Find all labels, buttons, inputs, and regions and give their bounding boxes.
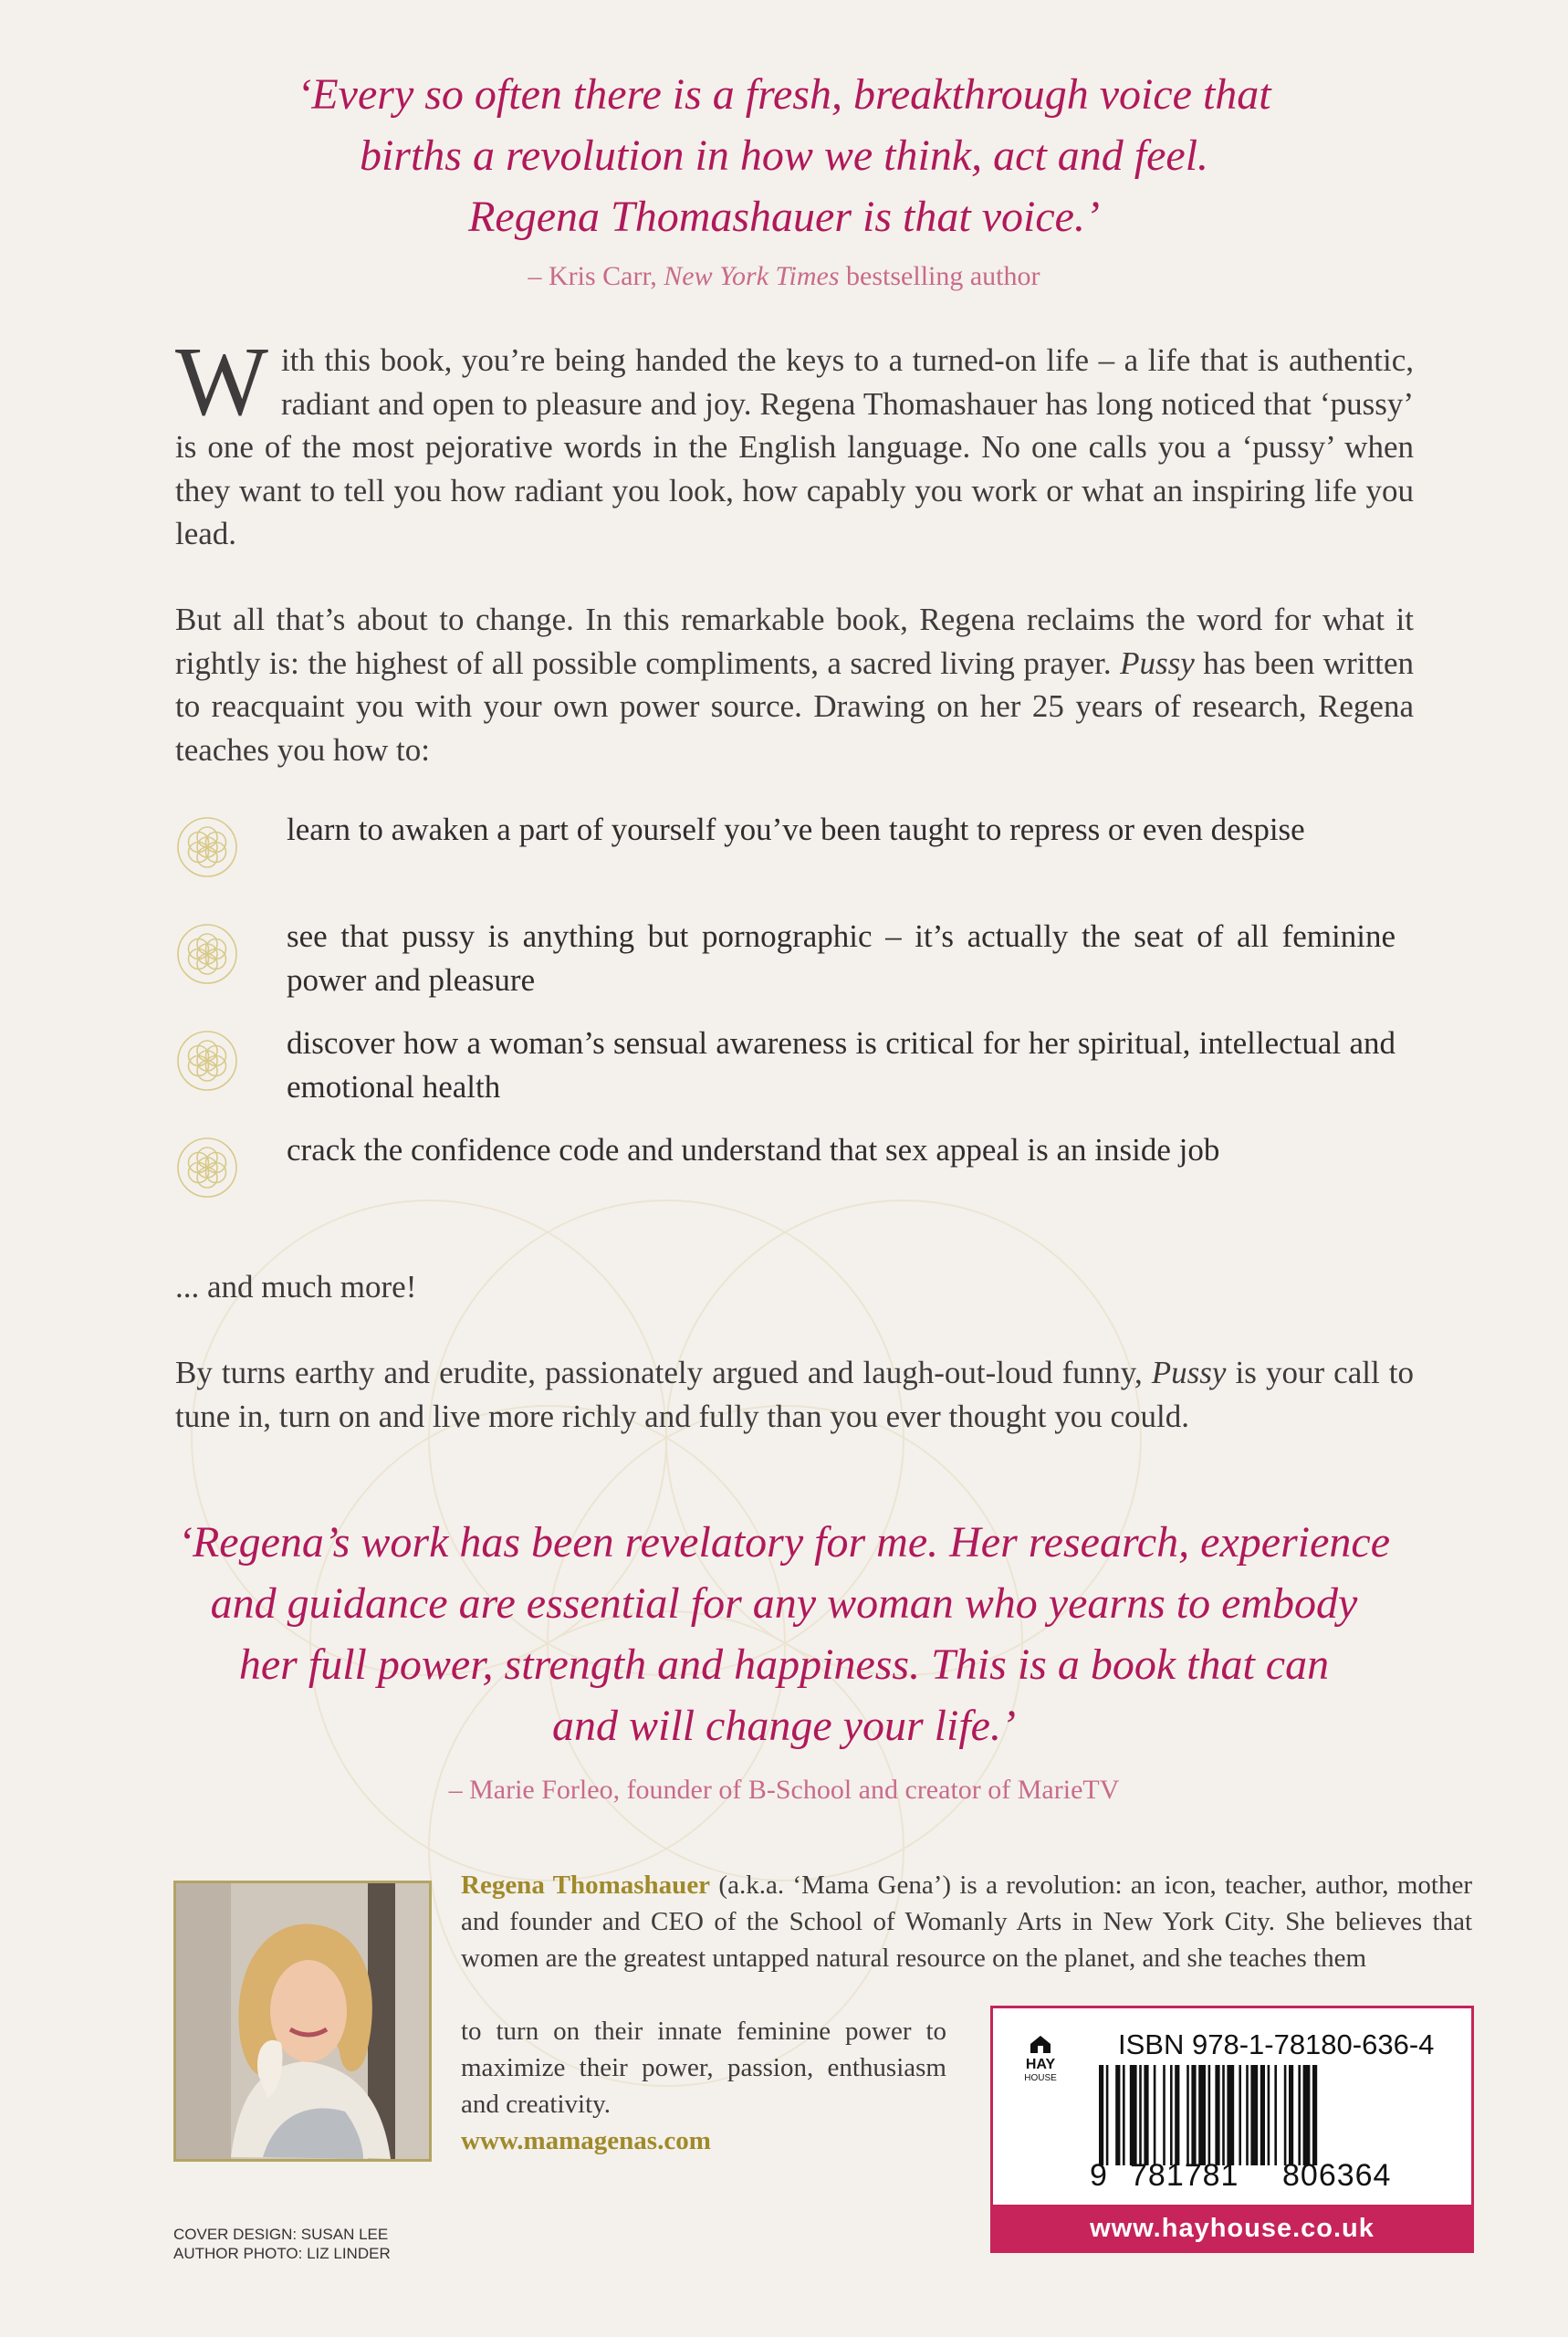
author-photo xyxy=(173,1881,432,2162)
second-paragraph xyxy=(175,598,1414,771)
flower-of-life-icon xyxy=(175,1029,239,1093)
book-title-italic: Pussy xyxy=(1120,645,1195,681)
barcode-bar xyxy=(1170,2065,1173,2165)
third-paragraph xyxy=(175,1351,1414,1438)
barcode-bar xyxy=(1260,2065,1265,2165)
top-quote-line: Regena Thomashauer is that voice.’ xyxy=(468,193,1100,241)
bottom-quote xyxy=(137,1512,1431,1756)
bottom-quote-line: and guidance are essential for any woman who yearns to embody xyxy=(210,1579,1358,1628)
author-name: Regena Thomashauer xyxy=(461,1871,711,1900)
barcode-bar xyxy=(1130,2065,1137,2165)
para2-text: But all that’s about to change. In this remarkable book, Regena reclaims the word for what it rightly is: the highest of all possible compliments, a sacred living prayer. xyxy=(175,602,1414,681)
barcode-bar xyxy=(1250,2065,1258,2165)
barcode-bar xyxy=(1186,2065,1189,2165)
bottom-quote-line: ‘Regena’s work has been revelatory for me. Her research, experience xyxy=(177,1518,1390,1567)
bullet-item xyxy=(175,812,1416,907)
barcode-bar xyxy=(1198,2065,1206,2165)
barcode-bar xyxy=(1144,2065,1148,2165)
bullet-text: crack the confidence code and understand that sex appeal is an inside job xyxy=(287,1132,1220,1168)
barcode-bar xyxy=(1268,2065,1270,2165)
cover-design-credit: COVER DESIGN: SUSAN LEE xyxy=(173,2226,389,2243)
para2-text-end: has been written to reacquaint you with your own power source. Drawing on her 25 years of research, Regena teaches you how to: xyxy=(175,645,1414,768)
author-bio-wide xyxy=(461,1867,1472,1976)
barcode-bar xyxy=(1312,2065,1317,2165)
barcode-bar xyxy=(1284,2065,1287,2165)
bottom-quote-line: and will change your life.’ xyxy=(552,1702,1016,1750)
barcode-bar xyxy=(1215,2065,1219,2165)
barcode-bar xyxy=(1139,2065,1142,2165)
bullet-text: learn to awaken a part of yourself you’ve been taught to repress or even despise xyxy=(287,812,1305,847)
barcode-bar xyxy=(1099,2065,1103,2165)
barcode-bar xyxy=(1191,2065,1196,2165)
bullet-text: discover how a woman’s sensual awareness is critical for her spiritual, intellectual and emotional health xyxy=(287,1025,1396,1105)
bio-text-continued: to turn on their innate feminine power to maximize their power, passion, enthusiasm and creativity. xyxy=(461,2017,946,2119)
para3-text: By turns earthy and erudite, passionately argued and laugh-out-loud funny, xyxy=(175,1355,1152,1390)
para3-text-end: is your call to tune in, turn on and live more richly and fully than you ever thought you could. xyxy=(175,1355,1414,1434)
barcode-bar xyxy=(1154,2065,1156,2165)
barcode-bar xyxy=(1208,2065,1211,2165)
and-much-more: ... and much more! xyxy=(175,1269,417,1305)
attribution-prefix: – Kris Carr, xyxy=(528,261,664,291)
author-portrait-illustration xyxy=(176,1883,429,2159)
publisher-website: www.hayhouse.co.uk xyxy=(990,2205,1474,2253)
top-quote-attribution xyxy=(137,258,1431,295)
top-quote xyxy=(137,64,1431,247)
barcode-digits-right: 806364 xyxy=(1282,2158,1392,2193)
logo-line-hay: HAY xyxy=(1025,2057,1056,2072)
intro-paragraph xyxy=(175,328,1414,556)
flower-of-life-icon xyxy=(175,815,239,879)
barcode-bar xyxy=(1303,2065,1311,2165)
bio-text: (a.k.a. ‘Mama Gena’) is a revolution: an icon, teacher, author, mother and founder and CEO of the School of Womanly Arts in New York City. She believes that women are the greatest untapped natural resource on the planet, and she teaches them xyxy=(461,1871,1472,1973)
barcode xyxy=(1095,2065,1433,2165)
barcode-bar xyxy=(1106,2065,1109,2165)
barcode-bar xyxy=(1274,2065,1277,2165)
author-website: www.mamagenas.com xyxy=(461,2126,711,2155)
barcode-bar xyxy=(1246,2065,1249,2165)
author-bio-narrow xyxy=(461,2013,946,2159)
flower-of-life-icon xyxy=(175,1136,239,1200)
drop-cap: W xyxy=(175,328,268,436)
isbn-label: ISBN 978-1-78180-636-4 xyxy=(1118,2028,1435,2060)
logo-line-house: HOUSE xyxy=(1024,2073,1057,2083)
credits xyxy=(173,2225,391,2263)
book-title-italic: Pussy xyxy=(1151,1355,1227,1390)
barcode-bar xyxy=(1227,2065,1234,2165)
flower-of-life-icon xyxy=(175,922,239,986)
bottom-quote-attribution: – Marie Forleo, founder of B-School and creator of MarieTV xyxy=(448,1775,1120,1805)
bottom-quote-line: her full power, strength and happiness. This is a book that can xyxy=(238,1640,1330,1689)
bullet-item xyxy=(175,1025,1416,1120)
author-photo-credit: AUTHOR PHOTO: LIZ LINDER xyxy=(173,2245,391,2262)
barcode-bar xyxy=(1163,2065,1166,2165)
top-quote-line: births a revolution in how we think, act and feel. xyxy=(359,131,1209,180)
barcode-bar xyxy=(1222,2065,1225,2165)
barcode-digit-first: 9 xyxy=(1090,2158,1108,2193)
bullet-text: see that pussy is anything but pornographic – it’s actually the seat of all feminine power and pleasure xyxy=(287,918,1396,998)
hay-house-logo xyxy=(1022,2034,1059,2107)
barcode-digits-left: 781781 xyxy=(1130,2158,1239,2193)
barcode-bar xyxy=(1289,2065,1293,2165)
house-icon xyxy=(1029,2034,1052,2054)
barcode-bar xyxy=(1115,2065,1120,2165)
bullet-item xyxy=(175,1132,1416,1227)
barcode-bar xyxy=(1175,2065,1179,2165)
top-quote-line: ‘Every so often there is a fresh, breakthrough voice that xyxy=(297,70,1271,119)
intro-text: ith this book, you’re being handed the keys to a turned-on life – a life that is authentic, radiant and open to pleasure and joy. Regena Thomashauer has long noticed that ‘pussy’ is one of the most pejorative words in the English language. No one calls you a ‘pussy’ when they want to tell you how radiant you look, how capably you work or what an inspiring life you lead. xyxy=(175,342,1414,551)
barcode-bar xyxy=(1123,2065,1125,2165)
barcode-bar xyxy=(1298,2065,1301,2165)
attribution-suffix: bestselling author xyxy=(839,261,1040,291)
bullet-item xyxy=(175,918,1416,1013)
attribution-title: New York Times xyxy=(664,261,840,291)
barcode-bar xyxy=(1239,2065,1241,2165)
